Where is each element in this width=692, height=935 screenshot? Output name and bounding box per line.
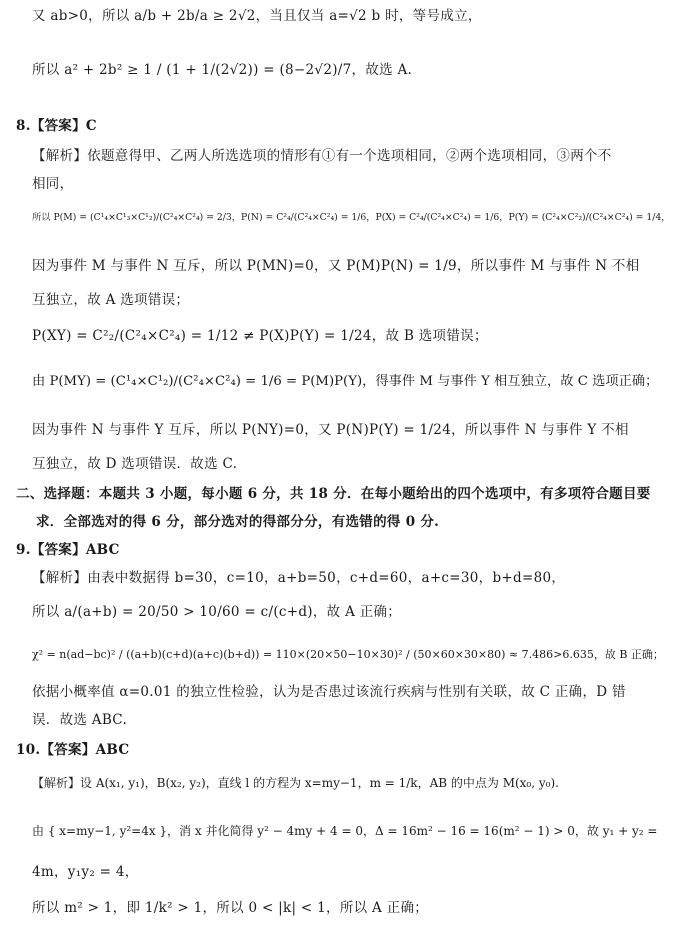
text-line: 所以 m² > 1，即 1/k² > 1，所以 0 < |k| < 1，所以 A 正确；: [32, 900, 429, 916]
text-line: 因为事件 N 与事件 Y 互斥，所以 P(NY)=0，又 P(N)P(Y) = 1/24，所以事件 N 与事件 Y 不相: [32, 422, 629, 438]
text-line: 互独立，故 D 选项错误．故选 C.: [32, 456, 238, 472]
text-line: 【解析】由表中数据得 b=30，c=10，a+b=50，c+d=60，a+c=30，b+d=80，: [32, 570, 566, 586]
text-line: 【解析】依题意得甲、乙两人所选选项的情形有①有一个选项相同，②两个选项相同，③两个不: [32, 148, 612, 164]
text-line: 所以 a² + 2b² ≥ 1 / (1 + 1/(2√2)) = (8−2√2)/7，故选 A.: [32, 62, 413, 78]
text-line: 所以 a/(a+b) = 20/50 > 10/60 = c/(c+d)，故 A 正确；: [32, 604, 402, 620]
text-line: P(XY) = C²₂/(C²₄×C²₄) = 1/12 ≠ P(X)P(Y) = 1/24，故 B 选项错误；: [32, 328, 488, 344]
text-line: 由 { x=my−1, y²=4x }，消 x 并化简得 y² − 4my + 4 = 0，Δ = 16m² − 16 = 16(m² − 1) > 0，故 y₁ + y₂ =: [32, 824, 658, 838]
text-line: 误．故选 ABC.: [32, 712, 128, 728]
text-line: 【解析】设 A(x₁, y₁)，B(x₂, y₂)，直线 l 的方程为 x=my−1，m = 1/k，AB 的中点为 M(x₀, y₀).: [32, 776, 559, 790]
text-line: 所以 P(M) = (C¹₄×C¹₃×C¹₂)/(C²₄×C²₄) = 2/3，P(N) = C²₄/(C²₄×C²₄) = 1/6，P(X) = C²₄/(C²₄×C²₄) = 1/6，P(Y) = (C²₄×C²₂)/(C²₄×C²₄) = 1/4，: [32, 212, 671, 223]
answer-heading: 8.【答案】C: [16, 118, 97, 134]
answer-heading: 10.【答案】ABC: [16, 742, 130, 758]
section-heading: 二、选择题：本题共 3 小题，每小题 6 分，共 18 分．在每小题给出的四个选项中，有多项符合题目要: [16, 486, 651, 502]
text-line: 4m，y₁y₂ = 4，: [32, 864, 139, 880]
text-line: 又 ab>0，所以 a/b + 2b/a ≥ 2√2，当且仅当 a=√2 b 时，等号成立，: [32, 8, 482, 24]
section-heading: 求．全部选对的得 6 分，部分选对的得部分分，有选错的得 0 分.: [36, 514, 440, 530]
text-line: 由 P(MY) = (C¹₄×C¹₂)/(C²₄×C²₄) = 1/6 = P(M)P(Y)，得事件 M 与事件 Y 相互独立，故 C 选项正确；: [32, 374, 659, 389]
text-line: χ² = n(ad−bc)² / ((a+b)(c+d)(a+c)(b+d)) = 110×(20×50−10×30)² / (50×60×30×80) ≈ 7.486>6.635，故 B 正确；: [32, 648, 664, 661]
answer-heading: 9.【答案】ABC: [16, 542, 120, 558]
text-line: 互独立，故 A 选项错误；: [32, 292, 190, 308]
text-line: 相同，: [32, 176, 74, 192]
text-line: 依据小概率值 α=0.01 的独立性检验，认为是否患过该流行疾病与性别有关联，故 C 正确，D 错: [32, 684, 626, 700]
text-line: 因为事件 M 与事件 N 互斥，所以 P(MN)=0，又 P(M)P(N) = 1/9，所以事件 M 与事件 N 不相: [32, 258, 640, 274]
